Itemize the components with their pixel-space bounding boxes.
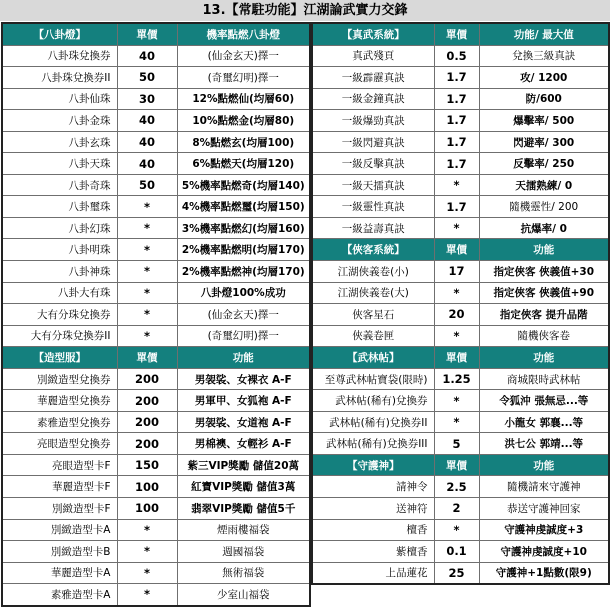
section-header-row: [312, 347, 609, 369]
item-name-cell: 武林帖(稀有)兌換券II: [312, 411, 434, 433]
item-name-cell: 一級益壽真訣: [312, 217, 434, 239]
header-function: 功能: [479, 454, 609, 476]
table-row: [2, 153, 310, 175]
header-function: 機率點燃八卦燈: [177, 23, 310, 45]
item-price-cell: *: [434, 519, 479, 541]
table-row: [312, 67, 609, 89]
item-price-cell: 20: [434, 304, 479, 326]
header-category: 【八卦燈】: [2, 23, 117, 45]
item-price-cell: *: [117, 304, 177, 326]
item-name-cell: 紫檀香: [312, 541, 434, 563]
item-price-cell: 0.5: [434, 45, 479, 67]
item-function-cell: 八卦燈100%成功: [177, 282, 310, 304]
header-category: 【俠客系統】: [312, 239, 434, 261]
item-price-cell: *: [117, 217, 177, 239]
item-price-cell: *: [117, 541, 177, 563]
item-function-cell: 指定俠客 提升品階: [479, 304, 609, 326]
item-function-cell: 翡翠VIP獎勵 儲值5千: [177, 498, 310, 520]
item-name-cell: 江湖俠義卷(小): [312, 261, 434, 283]
item-function-cell: 爆擊率/ 500: [479, 110, 609, 132]
item-function-cell: 男棉襖、女輕衫 A-F: [177, 433, 310, 455]
item-function-cell: 隨機俠客卷: [479, 325, 609, 347]
item-function-cell: 抗爆率/ 0: [479, 217, 609, 239]
table-row: [2, 541, 310, 563]
item-name-cell: 八卦幻珠: [2, 217, 117, 239]
table-row: [312, 153, 609, 175]
item-function-cell: (仙金玄天)擇一: [177, 304, 310, 326]
item-price-cell: 1.25: [434, 368, 479, 390]
page-title: 13.【常駐功能】江湖論武實力交鋒: [0, 0, 610, 21]
item-name-cell: 武林帖(稀有)兌換券: [312, 390, 434, 412]
table-row: [2, 411, 310, 433]
table-row: [312, 45, 609, 67]
item-name-cell: 請神令: [312, 476, 434, 498]
item-name-cell: 八卦珠兌換券: [2, 45, 117, 67]
header-category: 【造型服】: [2, 347, 117, 369]
item-price-cell: 1.7: [434, 131, 479, 153]
section-header-row: [312, 23, 609, 45]
item-price-cell: *: [117, 584, 177, 606]
item-price-cell: 40: [117, 110, 177, 132]
header-price: 單價: [434, 23, 479, 45]
table-row: [312, 325, 609, 347]
item-price-cell: 1.7: [434, 196, 479, 218]
item-function-cell: 兌換三級真訣: [479, 45, 609, 67]
table-row: [2, 239, 310, 261]
item-name-cell: 一級爆勁真訣: [312, 110, 434, 132]
item-function-cell: 商城限時武林帖: [479, 368, 609, 390]
table-row: [2, 110, 310, 132]
item-price-cell: 25: [434, 562, 479, 584]
item-price-cell: 1.7: [434, 88, 479, 110]
header-function: 功能: [177, 347, 310, 369]
item-function-cell: 10%點燃金(均層80): [177, 110, 310, 132]
item-function-cell: 指定俠客 俠義值+30: [479, 261, 609, 283]
item-name-cell: 別緻造型卡F: [2, 498, 117, 520]
item-name-cell: 武林帖(稀有)兌換券III: [312, 433, 434, 455]
table-row: [2, 476, 310, 498]
item-function-cell: 恭送守護神回家: [479, 498, 609, 520]
table-row: [2, 304, 310, 326]
item-price-cell: 17: [434, 261, 479, 283]
item-name-cell: 素雅造型卡A: [2, 584, 117, 606]
header-price: 單價: [434, 239, 479, 261]
item-price-cell: 200: [117, 390, 177, 412]
item-price-cell: *: [434, 282, 479, 304]
table-row: [2, 584, 310, 606]
item-function-cell: 隨機靈性/ 200: [479, 196, 609, 218]
table-row: [2, 217, 310, 239]
item-price-cell: *: [117, 261, 177, 283]
item-function-cell: 2%機率點燃明(均層170): [177, 239, 310, 261]
item-name-cell: 一級金鐘真訣: [312, 88, 434, 110]
item-function-cell: 洪七公 郭靖...等: [479, 433, 609, 455]
table-row: [2, 368, 310, 390]
item-price-cell: *: [117, 519, 177, 541]
item-function-cell: 小龍女 郭襄...等: [479, 411, 609, 433]
item-name-cell: 一級霹靂真訣: [312, 67, 434, 89]
item-price-cell: *: [117, 325, 177, 347]
item-price-cell: *: [117, 239, 177, 261]
item-name-cell: 華麗造型卡F: [2, 476, 117, 498]
section-header-row: [2, 347, 310, 369]
item-price-cell: 1.7: [434, 67, 479, 89]
item-price-cell: 150: [117, 454, 177, 476]
table-row: [312, 519, 609, 541]
table-row: [2, 498, 310, 520]
item-function-cell: 少室山福袋: [177, 584, 310, 606]
section-header-row: [2, 23, 310, 45]
left-table: [1, 22, 311, 607]
item-name-cell: 別緻造型卡A: [2, 519, 117, 541]
item-price-cell: 30: [117, 88, 177, 110]
item-price-cell: *: [434, 217, 479, 239]
item-price-cell: 1.7: [434, 110, 479, 132]
item-name-cell: 華麗造型兌換券: [2, 390, 117, 412]
item-function-cell: 攻/ 1200: [479, 67, 609, 89]
header-price: 單價: [117, 347, 177, 369]
item-name-cell: 一級反擊真訣: [312, 153, 434, 175]
item-function-cell: 6%點燃天(均層120): [177, 153, 310, 175]
table-row: [312, 261, 609, 283]
item-name-cell: 一級天擂真訣: [312, 174, 434, 196]
item-price-cell: *: [117, 282, 177, 304]
item-name-cell: 真武殘頁: [312, 45, 434, 67]
table-row: [312, 217, 609, 239]
item-price-cell: *: [117, 562, 177, 584]
item-name-cell: 亮眼造型兌換券: [2, 433, 117, 455]
header-price: 單價: [117, 23, 177, 45]
item-function-cell: 12%點燃仙(均層60): [177, 88, 310, 110]
table-row: [312, 88, 609, 110]
item-function-cell: 令狐沖 張無忌...等: [479, 390, 609, 412]
item-name-cell: 別緻造型卡B: [2, 541, 117, 563]
item-name-cell: 大有分珠兌換券II: [2, 325, 117, 347]
header-category: 【武林帖】: [312, 347, 434, 369]
item-function-cell: 指定俠客 俠義值+90: [479, 282, 609, 304]
item-name-cell: 俠義卷匣: [312, 325, 434, 347]
item-function-cell: 男軍甲、女狐袍 A-F: [177, 390, 310, 412]
table-row: [312, 411, 609, 433]
item-function-cell: 守護神+1點數(限9): [479, 562, 609, 584]
header-function: 功能: [479, 239, 609, 261]
item-name-cell: 八卦神珠: [2, 261, 117, 283]
item-name-cell: 華麗造型卡A: [2, 562, 117, 584]
item-name-cell: 八卦璽珠: [2, 196, 117, 218]
table-row: [2, 67, 310, 89]
item-price-cell: 5: [434, 433, 479, 455]
table-row: [2, 174, 310, 196]
item-price-cell: 200: [117, 433, 177, 455]
header-price: 單價: [434, 347, 479, 369]
item-price-cell: *: [434, 174, 479, 196]
header-price: 單價: [434, 454, 479, 476]
item-price-cell: *: [434, 390, 479, 412]
right-table: [311, 22, 610, 585]
item-function-cell: 紫三VIP獎勵 儲值20萬: [177, 454, 310, 476]
item-function-cell: 週國福袋: [177, 541, 310, 563]
item-function-cell: 紅寶VIP獎勵 儲值3萬: [177, 476, 310, 498]
table-row: [312, 110, 609, 132]
table-row: [2, 196, 310, 218]
item-name-cell: 送神符: [312, 498, 434, 520]
item-function-cell: 守護神虔誠度+10: [479, 541, 609, 563]
item-price-cell: *: [117, 196, 177, 218]
item-price-cell: 40: [117, 153, 177, 175]
table-row: [2, 131, 310, 153]
table-row: [312, 390, 609, 412]
item-name-cell: 至尊武林帖寶袋(限時): [312, 368, 434, 390]
item-function-cell: 守護神虔誠度+3: [479, 519, 609, 541]
item-price-cell: *: [434, 411, 479, 433]
table-row: [2, 390, 310, 412]
item-name-cell: 八卦仙珠: [2, 88, 117, 110]
item-name-cell: 八卦大有珠: [2, 282, 117, 304]
table-row: [2, 519, 310, 541]
item-function-cell: (奇璽幻明)擇一: [177, 67, 310, 89]
item-function-cell: 天擂熟練/ 0: [479, 174, 609, 196]
section-header-row: [312, 239, 609, 261]
item-name-cell: 八卦玄珠: [2, 131, 117, 153]
table-row: [2, 45, 310, 67]
item-name-cell: 俠客星石: [312, 304, 434, 326]
table-row: [312, 498, 609, 520]
item-function-cell: 閃避率/ 300: [479, 131, 609, 153]
item-name-cell: 素雅造型兌換券: [2, 411, 117, 433]
table-row: [2, 325, 310, 347]
table-row: [2, 261, 310, 283]
item-name-cell: 八卦天珠: [2, 153, 117, 175]
header-function: 功能/ 最大值: [479, 23, 609, 45]
item-function-cell: 隨機請來守護神: [479, 476, 609, 498]
table-row: [2, 433, 310, 455]
item-function-cell: 反擊率/ 250: [479, 153, 609, 175]
header-category: 【真武系統】: [312, 23, 434, 45]
item-function-cell: 8%點燃玄(均層100): [177, 131, 310, 153]
item-price-cell: 100: [117, 498, 177, 520]
item-function-cell: (奇璽幻明)擇一: [177, 325, 310, 347]
item-price-cell: 50: [117, 174, 177, 196]
item-price-cell: 100: [117, 476, 177, 498]
table-row: [2, 282, 310, 304]
header-category: 【守護神】: [312, 454, 434, 476]
item-price-cell: 40: [117, 131, 177, 153]
item-function-cell: 男袈裟、女道袍 A-F: [177, 411, 310, 433]
item-price-cell: 2.5: [434, 476, 479, 498]
item-price-cell: *: [434, 325, 479, 347]
table-row: [312, 174, 609, 196]
item-function-cell: 2%機率點燃神(均層170): [177, 261, 310, 283]
header-function: 功能: [479, 347, 609, 369]
section-header-row: [312, 454, 609, 476]
table-row: [2, 562, 310, 584]
item-name-cell: 亮眼造型卡F: [2, 454, 117, 476]
item-name-cell: 大有分珠兌換券: [2, 304, 117, 326]
item-name-cell: 上品蓮花: [312, 562, 434, 584]
item-function-cell: 5%機率點燃奇(均層140): [177, 174, 310, 196]
table-row: [312, 131, 609, 153]
item-name-cell: 別緻造型兌換券: [2, 368, 117, 390]
item-price-cell: 40: [117, 45, 177, 67]
item-function-cell: 無術福袋: [177, 562, 310, 584]
item-function-cell: 男袈裟、女裸衣 A-F: [177, 368, 310, 390]
table-row: [312, 368, 609, 390]
table-row: [2, 454, 310, 476]
item-price-cell: 2: [434, 498, 479, 520]
item-name-cell: 八卦珠兌換券II: [2, 67, 117, 89]
item-function-cell: 防/600: [479, 88, 609, 110]
item-price-cell: 0.1: [434, 541, 479, 563]
item-price-cell: 50: [117, 67, 177, 89]
item-name-cell: 八卦明珠: [2, 239, 117, 261]
item-name-cell: 八卦金珠: [2, 110, 117, 132]
item-name-cell: 八卦奇珠: [2, 174, 117, 196]
item-function-cell: 3%機率點燃幻(均層160): [177, 217, 310, 239]
table-row: [312, 541, 609, 563]
item-price-cell: 200: [117, 368, 177, 390]
table-row: [312, 282, 609, 304]
table-row: [312, 304, 609, 326]
item-name-cell: 一級閃避真訣: [312, 131, 434, 153]
item-name-cell: 江湖俠義卷(大): [312, 282, 434, 304]
item-price-cell: 200: [117, 411, 177, 433]
item-function-cell: (仙金玄天)擇一: [177, 45, 310, 67]
table-row: [312, 562, 609, 584]
item-function-cell: 4%機率點燃璽(均層150): [177, 196, 310, 218]
table-row: [312, 433, 609, 455]
item-function-cell: 煙雨樓福袋: [177, 519, 310, 541]
item-name-cell: 一級靈性真訣: [312, 196, 434, 218]
table-row: [2, 88, 310, 110]
table-row: [312, 476, 609, 498]
item-name-cell: 檀香: [312, 519, 434, 541]
item-price-cell: 1.7: [434, 153, 479, 175]
table-row: [312, 196, 609, 218]
